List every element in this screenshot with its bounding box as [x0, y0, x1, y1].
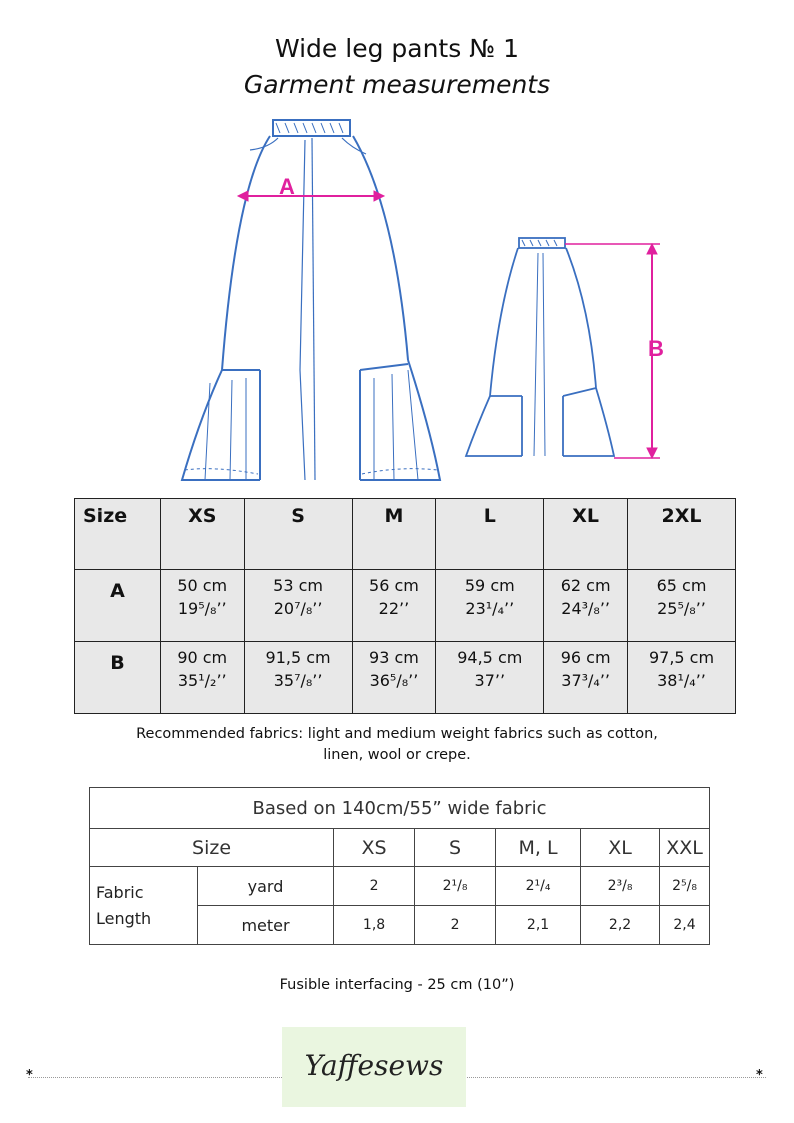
unit-label: meter: [198, 906, 334, 945]
cell-cm: 94,5 cm: [457, 648, 523, 667]
table-cell: [160, 570, 244, 642]
note-line: linen, wool or crepe.: [323, 747, 471, 763]
header-cell: XS: [160, 499, 244, 570]
fabric-table-caption: Based on 140cm/55” wide fabric: [90, 788, 710, 829]
cell-cm: 56 cm: [369, 576, 419, 595]
row-label: A: [75, 570, 161, 642]
yard-cell: 2¹/₈: [415, 867, 496, 906]
cell-cm: 62 cm: [560, 576, 611, 595]
cell-cm: 97,5 cm: [648, 648, 715, 667]
cell-cm: 96 cm: [560, 648, 611, 667]
cell-inch: 38¹/₄’’: [657, 671, 706, 690]
table-cell: [160, 642, 244, 714]
yard-cell: 2¹/₄: [496, 867, 581, 906]
cell-inch: 35¹/₂’’: [177, 671, 227, 690]
cell-inch: 23¹/₄’’: [465, 599, 515, 618]
meter-cell: 2,2: [581, 906, 660, 945]
cell-cm: 90 cm: [177, 648, 228, 667]
fabric-length-line: Fabric: [96, 882, 144, 902]
table-cell: [244, 570, 352, 642]
brand-logo-text: Yaffesews: [304, 1049, 444, 1082]
size-label: Size: [90, 829, 334, 867]
cell-cm: 93 cm: [369, 648, 419, 667]
size-cell: S: [415, 829, 496, 867]
recommended-fabrics-note: [0, 724, 794, 766]
header-cell: M: [352, 499, 436, 570]
size-cell: XL: [581, 829, 660, 867]
table-header-row: [75, 499, 736, 570]
brand-logo: [282, 1027, 466, 1107]
yard-cell: 2³/₈: [581, 867, 660, 906]
cell-inch: 37’’: [474, 671, 506, 690]
meter-cell: 2,4: [660, 906, 710, 945]
cell-inch: 36⁵/₈’’: [369, 671, 419, 690]
yard-cell: 2: [334, 867, 415, 906]
header-cell: 2XL: [628, 499, 736, 570]
cell-inch: 24³/₈’’: [561, 599, 611, 618]
cell-cm: 59 cm: [464, 576, 515, 595]
table-row: [75, 642, 736, 714]
table-row: [75, 570, 736, 642]
table-cell: [628, 642, 736, 714]
fabric-requirements-table: [89, 787, 710, 945]
star-left: *: [26, 1068, 33, 1083]
cell-cm: 53 cm: [273, 576, 323, 595]
measure-a: [238, 191, 384, 201]
pants-technical-drawing: [0, 108, 794, 493]
yard-row: [90, 867, 710, 906]
note-line: Recommended fabrics: light and medium weight fabrics such as cotton,: [136, 726, 658, 742]
measure-a-label: A: [279, 174, 295, 199]
meter-cell: 1,8: [334, 906, 415, 945]
front-pants-outline: [182, 120, 440, 480]
header-cell: Size: [75, 499, 161, 570]
table-cell: [352, 570, 436, 642]
table-cell: [352, 642, 436, 714]
page-subtitle: Garment measurements: [243, 70, 551, 99]
cell-inch: 25⁵/₈’’: [657, 599, 706, 618]
back-pants-outline: [466, 238, 614, 456]
measure-b-label: B: [648, 336, 664, 361]
star-right: *: [756, 1068, 763, 1083]
table-cell: [436, 642, 544, 714]
row-label: B: [75, 642, 161, 714]
table-cell: [244, 642, 352, 714]
fabric-length-line: Length: [96, 908, 152, 928]
cell-inch: 37³/₄’’: [561, 671, 611, 690]
header-cell: L: [436, 499, 544, 570]
size-row: [90, 829, 710, 867]
fabric-length-label: [90, 867, 198, 945]
page-title: Wide leg pants № 1: [274, 34, 520, 63]
cell-inch: 20⁷/₈’’: [273, 599, 323, 618]
table-cell: [544, 570, 628, 642]
yard-cell: 2⁵/₈: [660, 867, 710, 906]
table-cell: [628, 570, 736, 642]
size-cell: XS: [334, 829, 415, 867]
size-cell: M, L: [496, 829, 581, 867]
cell-inch: 35⁷/₈’’: [273, 671, 323, 690]
size-measurements-table: [74, 498, 736, 714]
header-cell: S: [244, 499, 352, 570]
size-cell: XXL: [660, 829, 710, 867]
measure-b: [565, 244, 660, 458]
fusible-interfacing-note: Fusible interfacing - 25 cm (10”): [279, 977, 515, 993]
meter-cell: 2,1: [496, 906, 581, 945]
cell-cm: 65 cm: [656, 576, 707, 595]
meter-cell: 2: [415, 906, 496, 945]
cell-inch: 22’’: [378, 599, 410, 618]
table-cell: [436, 570, 544, 642]
header-cell: XL: [544, 499, 628, 570]
cell-cm: 50 cm: [177, 576, 228, 595]
cell-cm: 91,5 cm: [265, 648, 331, 667]
caption-row: [90, 788, 710, 829]
unit-label: yard: [198, 867, 334, 906]
table-cell: [544, 642, 628, 714]
cell-inch: 19⁵/₈’’: [177, 599, 227, 618]
